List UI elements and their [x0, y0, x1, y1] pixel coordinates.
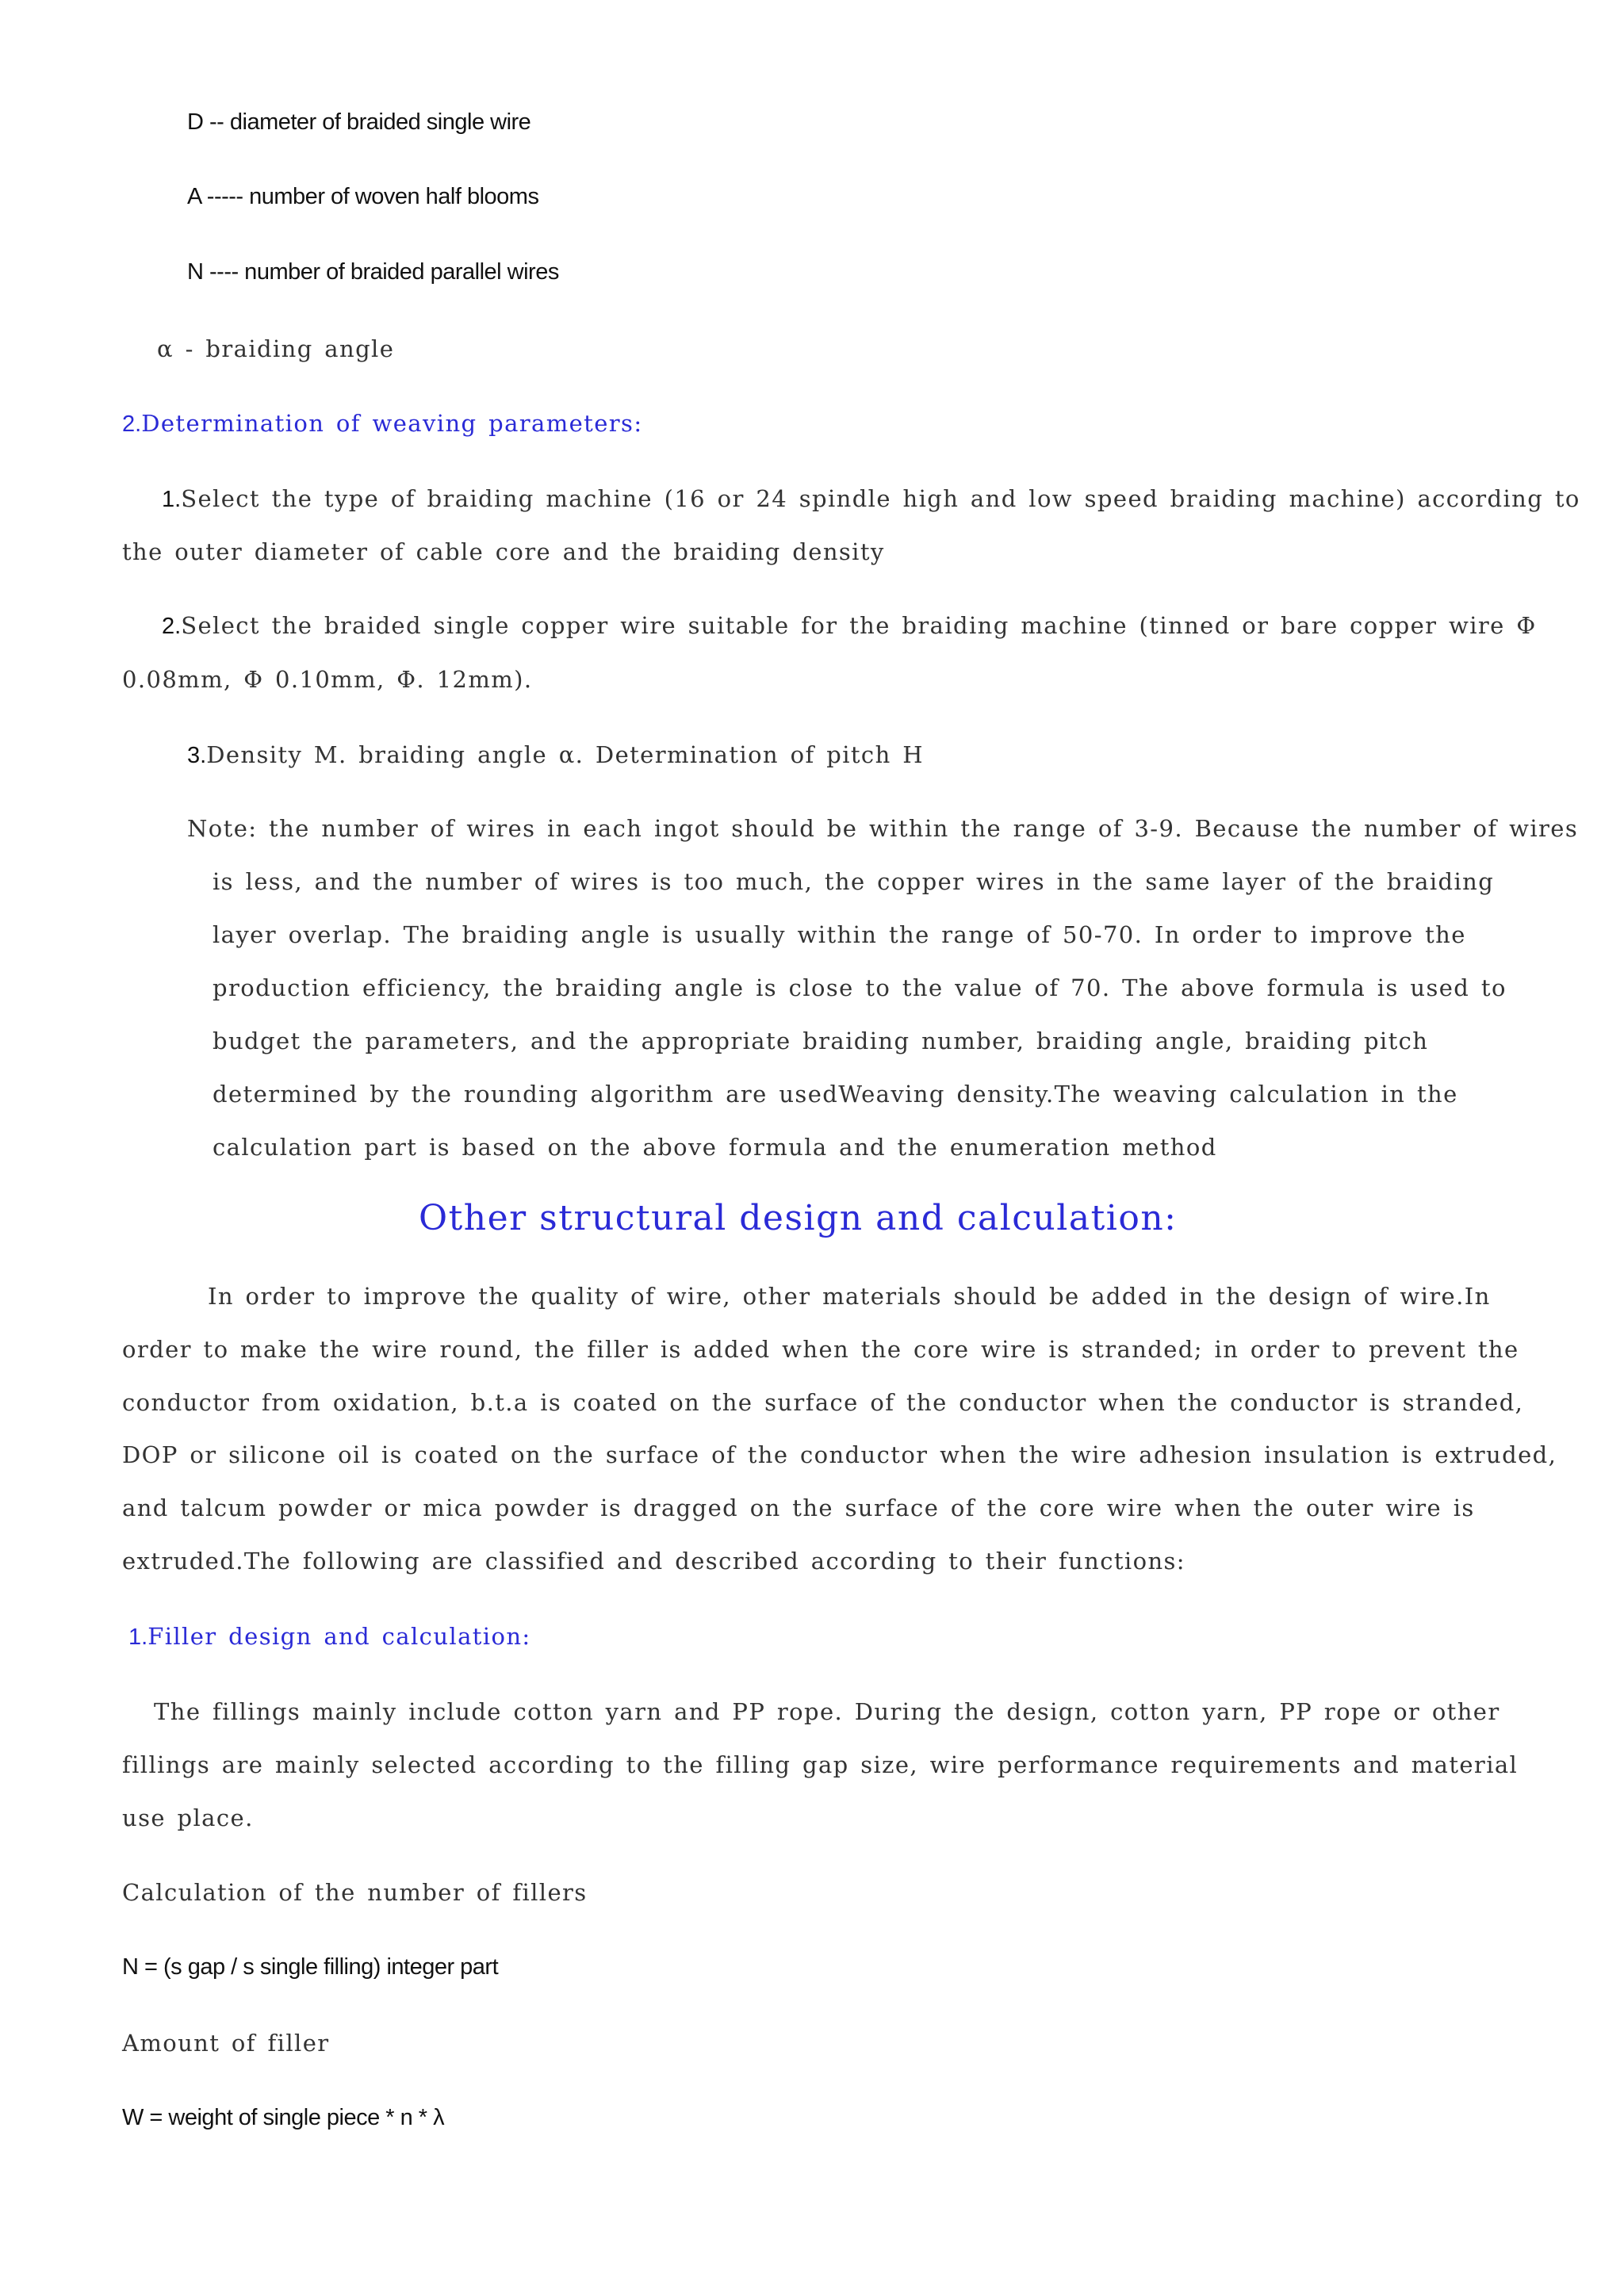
- note-line: production efficiency, the braiding angle is close to the value of 70. The above formula is used to: [213, 974, 1507, 1001]
- note-line: determined by the rounding algorithm are usedWeaving density.The weaving calculation in the: [213, 1081, 1458, 1108]
- filler-amount-label: Amount of filler: [122, 2030, 330, 2057]
- filler-amount-formula: W = weight of single piece * n * λ: [122, 2105, 445, 2130]
- intro-line: In order to improve the quality of wire, other materials should be added in the design of wire.In: [208, 1283, 1491, 1310]
- step-2-line-1: [162, 612, 1537, 640]
- intro-line: order to make the wire round, the filler is added when the core wire is stranded; in order to prevent the: [122, 1336, 1519, 1363]
- filler-heading: [128, 1623, 531, 1651]
- filler-count-formula: N = (s gap / s single filling) integer part: [122, 1954, 499, 1980]
- step-3-line: [187, 741, 924, 769]
- section-heading-weaving-parameters: [122, 410, 643, 438]
- filler-line: The fillings mainly include cotton yarn and PP rope. During the design, cotton yarn, PP rope or other: [154, 1698, 1500, 1725]
- note-line: budget the parameters, and the appropriate braiding number, braiding angle, braiding pitch: [213, 1027, 1429, 1054]
- step-1-line-1: [162, 485, 1580, 513]
- filler-count-label: Calculation of the number of fillers: [122, 1879, 588, 1906]
- filler-title: Filler design and calculation:: [147, 1623, 531, 1650]
- intro-line: conductor from oxidation, b.t.a is coated on the surface of the conductor when the conductor is stranded,: [122, 1389, 1524, 1416]
- intro-line: DOP or silicone oil is coated on the surface of the conductor when the wire adhesion insulation is extruded,: [122, 1441, 1557, 1468]
- step-1-line-2: the outer diameter of cable core and the braiding density: [122, 538, 885, 565]
- section-title: Determination of weaving parameters:: [141, 410, 643, 437]
- step-2-line-2: 0.08mm, Φ 0.10mm, Φ. 12mm).: [122, 666, 533, 693]
- intro-line: extruded.The following are classified and described according to their functions:: [122, 1548, 1185, 1575]
- filler-line: fillings are mainly selected according to the filling gap size, wire performance requirements and material: [122, 1751, 1519, 1778]
- step-text: Select the braided single copper wire suitable for the braiding machine (tinned or bare copper wire Φ: [181, 612, 1537, 639]
- symbol-n-definition: N ---- number of braided parallel wires: [187, 259, 559, 285]
- note-line: is less, and the number of wires is too much, the copper wires in the same layer of the braiding: [213, 868, 1495, 895]
- step-number: 3.: [187, 743, 207, 768]
- step-number: 1.: [162, 487, 182, 512]
- section-heading-other-structural-design: Other structural design and calculation:: [419, 1198, 1178, 1238]
- intro-line: and talcum powder or mica powder is dragged on the surface of the core wire when the outer wire is: [122, 1494, 1475, 1521]
- filler-line: use place.: [122, 1804, 254, 1831]
- section-number: 2.: [122, 411, 142, 437]
- filler-number: 1.: [128, 1624, 148, 1650]
- note-line: calculation part is based on the above formula and the enumeration method: [213, 1134, 1217, 1161]
- step-text: Select the type of braiding machine (16 or 24 spindle high and low speed braiding machine) according to: [181, 485, 1580, 512]
- step-number: 2.: [162, 614, 182, 639]
- note-line: Note: the number of wires in each ingot should be within the range of 3-9. Because the number of wires: [187, 815, 1579, 842]
- step-text: Density M. braiding angle α. Determination of pitch H: [206, 741, 924, 768]
- note-line: layer overlap. The braiding angle is usually within the range of 50-70. In order to improve the: [213, 921, 1466, 948]
- symbol-d-definition: D -- diameter of braided single wire: [187, 109, 531, 135]
- symbol-alpha-definition: α - braiding angle: [157, 335, 395, 362]
- symbol-a-definition: A ----- number of woven half blooms: [187, 184, 539, 209]
